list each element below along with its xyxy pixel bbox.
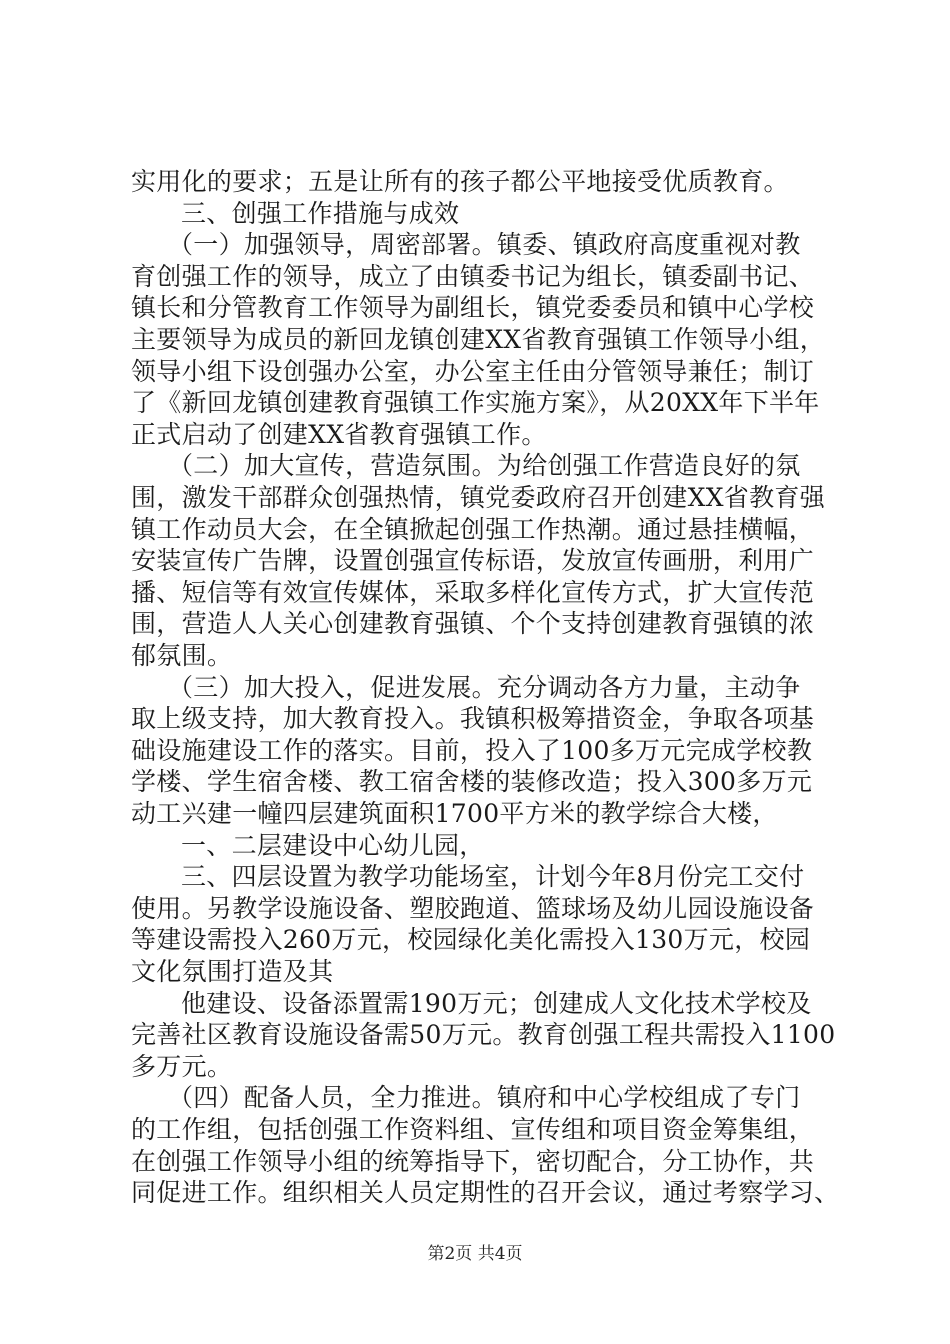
text-line: 的工作组，包括创强工作资料组、宣传组和项目资金筹集组，: [131, 1115, 815, 1144]
text-line: 安装宣传广告牌，设置创强宣传标语，发放宣传画册，利用广: [131, 546, 815, 576]
text-line: 一、二层建设中心幼儿园，: [181, 830, 485, 860]
text-line: 他建设、设备添置需190万元；创建成人文化技术学校及: [181, 988, 812, 1018]
text-line: 文化氛围打造及其: [131, 957, 334, 986]
text-line: 围，激发干部群众创强热情，镇党委政府召开创建XX省教育强: [131, 483, 825, 512]
section-heading: 三、创强工作措施与成效: [181, 198, 460, 228]
text-line: 同促进工作。组织相关人员定期性的召开会议，通过考察学习、: [131, 1178, 840, 1208]
text-line: 镇工作动员大会，在全镇掀起创强工作热潮。通过悬挂横幅，: [131, 514, 815, 544]
text-line: 使用。另教学设施设备、塑胶跑道、篮球场及幼儿园设施设备: [131, 893, 815, 923]
text-line: 育创强工作的领导，成立了由镇委书记为组长，镇委副书记、: [131, 261, 815, 291]
text-line: 主要领导为成员的新回龙镇创建XX省教育强镇工作领导小组，: [131, 325, 825, 354]
text-line: 领导小组下设创强办公室，办公室主任由分管领导兼任；制订: [131, 356, 815, 386]
text-line: 镇长和分管教育工作领导为副组长，镇党委委员和镇中心学校: [131, 293, 815, 323]
text-line: 取上级支持，加大教育投入。我镇积极筹措资金，争取各项基: [131, 704, 815, 734]
text-line: 三、四层设置为教学功能场室，计划今年8月份完工交付: [181, 862, 805, 892]
text-line: 正式启动了创建XX省教育强镇工作。: [131, 419, 547, 449]
text-line: 多万元。: [131, 1051, 233, 1081]
text-line: 在创强工作领导小组的统筹指导下，密切配合，分工协作，共: [131, 1146, 815, 1176]
text-line: 了《新回龙镇创建教育强镇工作实施方案》，从20XX年下半年: [131, 388, 820, 418]
text-line: 动工兴建一幢四层建筑面积1700平方米的教学综合大楼，: [131, 799, 778, 828]
text-line: （一）加强领导，周密部署。镇委、镇政府高度重视对教: [168, 230, 801, 260]
text-line: 等建设需投入260万元，校园绿化美化需投入130万元，校园: [131, 925, 811, 955]
text-line: 郁氛围。: [131, 641, 233, 670]
text-line: 学楼、学生宿舍楼、教工宿舍楼的装修改造；投入300多万元: [131, 767, 813, 797]
text-line: 完善社区教育设施设备需50万元。教育创强工程共需投入1100: [131, 1020, 836, 1050]
text-line: （二）加大宣传，营造氛围。为给创强工作营造良好的氛: [168, 451, 801, 481]
text-line: （三）加大投入，促进发展。充分调动各方力量，主动争: [168, 672, 801, 702]
page-footer: 第2页 共4页: [427, 1244, 523, 1264]
text-line: 实用化的要求；五是让所有的孩子都公平地接受优质教育。: [131, 167, 789, 196]
text-line: 围，营造人人关心创建教育强镇、个个支持创建教育强镇的浓: [131, 609, 815, 639]
text-line: （四）配备人员，全力推进。镇府和中心学校组成了专门: [168, 1083, 801, 1113]
text-line: 础设施建设工作的落实。目前，投入了100多万元完成学校教: [131, 735, 813, 765]
text-line: 播、短信等有效宣传媒体，采取多样化宣传方式，扩大宣传范: [131, 577, 815, 607]
